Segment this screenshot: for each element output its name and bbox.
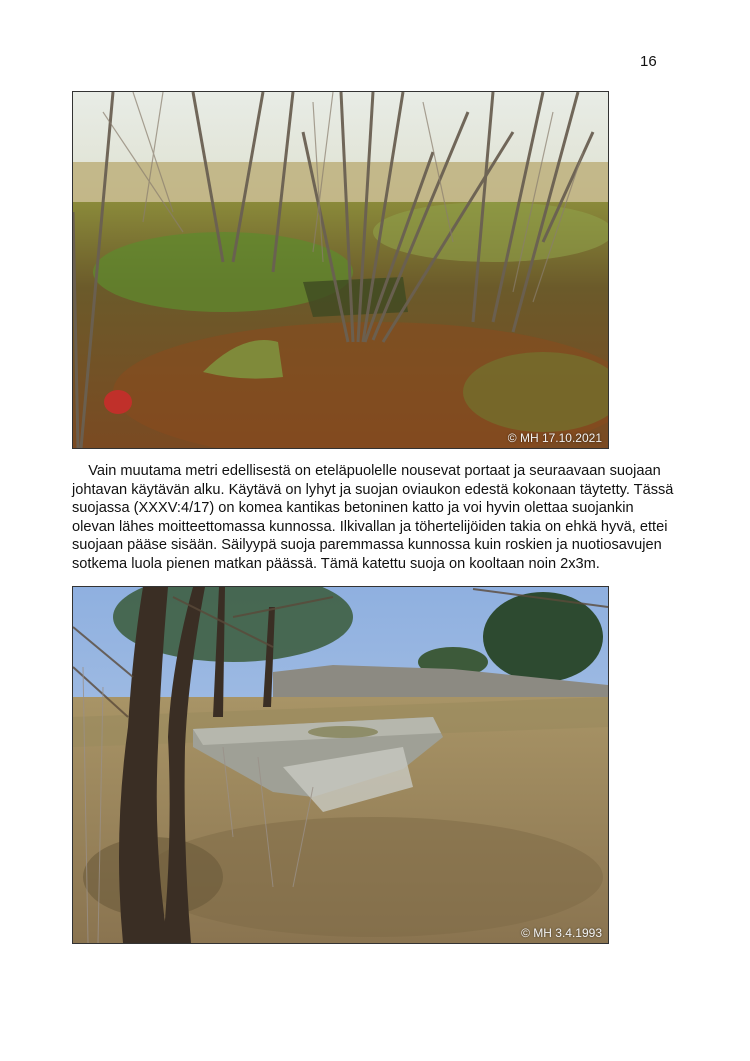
photo-concrete-roof: [72, 586, 609, 944]
paragraph-line: suojaan pääse sisään. Säilyypä suoja paremmassa kunnossa kuin roskien ja nuotiosavujen: [72, 537, 662, 554]
body-paragraph: [72, 462, 702, 574]
photo-credit: © MH 3.4.1993: [521, 926, 602, 940]
photo-autumn-shelter: [72, 91, 609, 449]
photo-concrete-roof-image: [73, 587, 608, 943]
page-number: 16: [640, 53, 657, 70]
photo-credit: © MH 17.10.2021: [507, 431, 602, 445]
paragraph-line: sotkema luola pienen matkan päässä. Tämä katettu suoja on kooltaan noin 2x3m.: [72, 555, 600, 572]
photo-autumn-shelter-image: [73, 92, 608, 448]
paragraph-line: olevan lähes moitteettomassa kunnossa. Ilkivallan ja töhertelijöiden takia on ehkä hyvä, ettei: [72, 518, 668, 535]
paragraph-line: johtavan käytävän alku. Käytävä on lyhyt ja suojan oviaukon edestä kokonaan täytetty. Tässä: [72, 481, 674, 498]
paragraph-line: Vain muutama metri edellisestä on eteläpuolelle nousevat portaat ja seuraavaan suojaan: [72, 463, 661, 479]
paragraph-line: suojassa (XXXV:4/17) on komea kantikas betoninen katto ja voi hyvin olettaa suojankin: [72, 500, 634, 517]
